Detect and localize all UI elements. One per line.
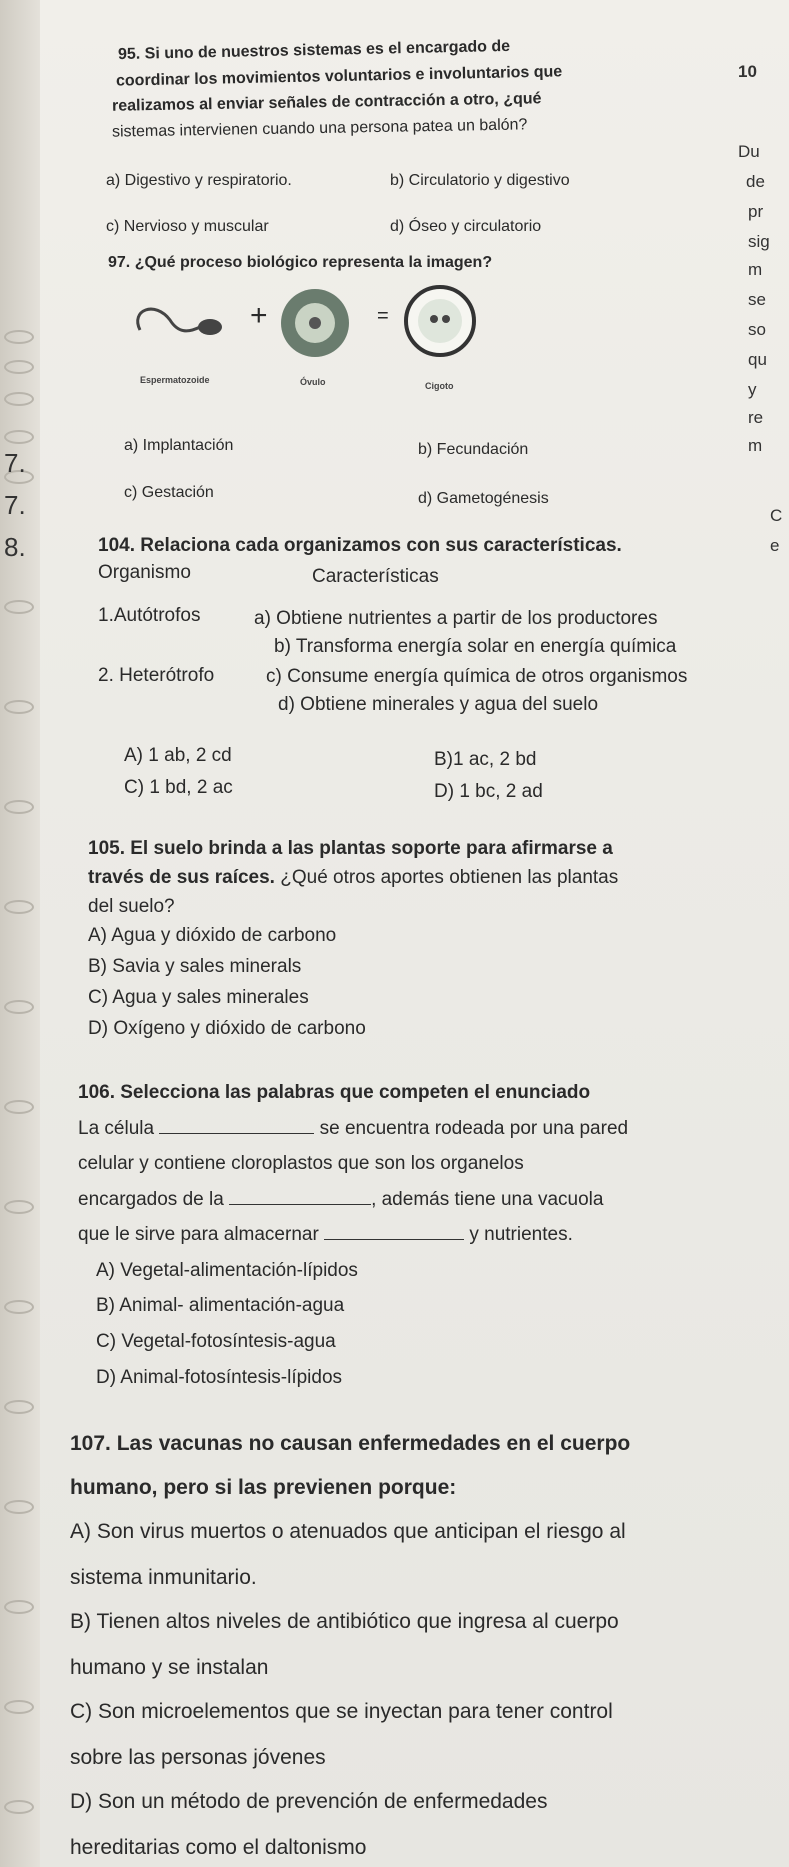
q95-line1: 95. Si uno de nuestros sistemas es el encargado de — [117, 37, 511, 64]
q97-option-a: a) Implantación — [124, 437, 234, 454]
q95-option-c: c) Nervioso y muscular — [106, 218, 269, 235]
figure-label-zygote: Cigoto — [425, 381, 454, 391]
q105-option-a: A) Agua y dióxido de carbono — [88, 925, 337, 946]
q105-line2-bold: través de sus raíces. — [88, 867, 275, 888]
spiral-ring — [4, 430, 34, 444]
q107-line2: humano, pero si las previenen porque: — [70, 1476, 457, 1499]
q106-s3a: encargados de la — [78, 1189, 224, 1210]
q106-blank-1 — [159, 1132, 314, 1134]
q95-line2: coordinar los movimientos voluntarios e involuntarios que — [115, 63, 563, 90]
q106-s1b: se encuentra rodeada por una pared — [319, 1118, 629, 1139]
q106-s4b: y nutrientes. — [469, 1224, 573, 1245]
spiral-ring — [4, 1400, 34, 1414]
right-column-fragment: m — [748, 436, 763, 455]
q105-line2-rest: ¿Qué otros aportes obtienen las plantas — [274, 867, 619, 888]
fertilization-figure — [100, 275, 530, 395]
q104-feature-b: b) Transforma energía solar en energía química — [274, 636, 677, 657]
q104-option-d: D) 1 bc, 2 ad — [434, 781, 543, 802]
right-column-fragment: sig — [748, 232, 770, 251]
right-column-fragment: se — [748, 290, 766, 309]
spiral-ring — [4, 1000, 34, 1014]
figure-label-sperm: Espermatozoide — [140, 375, 210, 385]
q97-option-b: b) Fecundación — [418, 441, 529, 458]
figure-equals-sign: = — [377, 305, 389, 327]
q97-option-d: d) Gametogénesis — [418, 490, 549, 507]
q95-option-a: a) Digestivo y respiratorio. — [106, 172, 292, 189]
spiral-ring — [4, 1700, 34, 1714]
q104-feature-c: c) Consume energía química de otros organismos — [266, 666, 688, 687]
zygote-nucleus — [442, 315, 450, 323]
q104-question: 104. Relaciona cada organizamos con sus características. — [98, 535, 622, 556]
spiral-ring — [4, 1500, 34, 1514]
spiral-ring — [4, 1200, 34, 1214]
margin-mark: 7. — [4, 490, 26, 520]
sperm-head — [198, 319, 222, 335]
spiral-ring — [4, 1600, 34, 1614]
q97-question: 97. ¿Qué proceso biológico representa la imagen? — [108, 254, 493, 271]
q106-option-b: B) Animal- alimentación-agua — [96, 1295, 345, 1316]
q104-option-c: C) 1 bd, 2 ac — [124, 777, 233, 798]
right-column-fragment: y — [748, 380, 757, 399]
margin-mark: 8. — [4, 532, 26, 562]
right-column-fragment: re — [748, 408, 764, 427]
q106-blank-3 — [324, 1238, 464, 1240]
q107-option-a-line1: A) Son virus muertos o atenuados que anticipan el riesgo al — [70, 1520, 626, 1543]
q106-s4a: que le sirve para almacernar — [78, 1224, 319, 1245]
q106-s3b: , además tiene una vacuola — [371, 1189, 604, 1210]
q104-option-b: B)1 ac, 2 bd — [434, 749, 537, 770]
spiral-ring — [4, 800, 34, 814]
q106-blank-2 — [229, 1203, 371, 1205]
q105-line2 — [88, 867, 618, 889]
q107-option-d-line2: hereditarias como el daltonismo — [70, 1836, 367, 1859]
q107-option-c-line1: C) Son microelementos que se inyectan para tener control — [70, 1700, 613, 1723]
q105-option-b: B) Savia y sales minerals — [88, 956, 302, 977]
q106-option-d: D) Animal-fotosíntesis-lípidos — [96, 1367, 343, 1388]
q95-option-b: b) Circulatorio y digestivo — [390, 172, 570, 189]
q107-option-b-line1: B) Tienen altos niveles de antibiótico que ingresa al cuerpo — [70, 1610, 619, 1633]
right-column-fragment: e — [770, 536, 780, 555]
zygote-inner — [418, 299, 462, 343]
q104-option-a: A) 1 ab, 2 cd — [124, 745, 232, 766]
sperm-tail — [138, 309, 200, 331]
q107-option-c-line2: sobre las personas jóvenes — [70, 1746, 326, 1769]
q105-line3: del suelo? — [88, 896, 175, 917]
spiral-ring — [4, 1300, 34, 1314]
q104-organism-2: 2. Heterótrofo — [98, 665, 215, 686]
q107-option-d-line1: D) Son un método de prevención de enfermedades — [70, 1790, 548, 1813]
q95-line3: realizamos al enviar señales de contracción a otro, ¿qué — [111, 90, 542, 115]
spiral-ring — [4, 700, 34, 714]
figure-plus-sign: + — [250, 299, 268, 332]
q106-question: 106. Selecciona las palabras que competen el enunciado — [78, 1082, 591, 1103]
spiral-ring — [4, 600, 34, 614]
q106-option-a: A) Vegetal-alimentación-lípidos — [96, 1260, 358, 1281]
q95-line4: sistemas intervienen cuando una persona patea un balón? — [111, 116, 528, 141]
ovule-nucleus — [309, 317, 321, 329]
q95-option-d: d) Óseo y circulatorio — [390, 218, 542, 235]
q105-option-d: D) Oxígeno y dióxido de carbono — [88, 1018, 366, 1039]
notebook-left-strip — [0, 0, 40, 1867]
q107-option-a-line2: sistema inmunitario. — [70, 1566, 257, 1589]
q106-sentence-1 — [78, 1118, 628, 1140]
spiral-ring — [4, 1800, 34, 1814]
q104-column-features: Características — [312, 566, 439, 587]
spiral-ring — [4, 392, 34, 406]
q104-column-organism: Organismo — [98, 562, 191, 583]
q106-sentence-3 — [78, 1189, 603, 1211]
q97-option-c: c) Gestación — [124, 484, 214, 501]
q104-feature-d: d) Obtiene minerales y agua del suelo — [278, 694, 599, 715]
q104-feature-a: a) Obtiene nutrientes a partir de los productores — [254, 608, 658, 629]
q106-option-c: C) Vegetal-fotosíntesis-agua — [96, 1331, 336, 1352]
q107-line1: 107. Las vacunas no causan enfermedades en el cuerpo — [70, 1432, 631, 1455]
right-column-fragment: C — [770, 506, 783, 525]
zygote-nucleus — [430, 315, 438, 323]
right-column-fragment: Du — [738, 142, 760, 161]
right-column-fragment: 10 — [738, 62, 757, 81]
right-column-fragment: m — [748, 260, 763, 279]
q107-option-b-line2: humano y se instalan — [70, 1656, 269, 1679]
spiral-ring — [4, 900, 34, 914]
q105-option-c: C) Agua y sales minerales — [88, 987, 309, 1008]
right-column-fragment: de — [746, 172, 765, 191]
margin-mark: 7. — [4, 448, 26, 478]
q105-line1: 105. El suelo brinda a las plantas soporte para afirmarse a — [88, 838, 613, 859]
spiral-ring — [4, 1100, 34, 1114]
right-column-fragment: pr — [748, 202, 764, 221]
right-column-fragment: so — [748, 320, 766, 339]
q106-s1a: La célula — [78, 1118, 155, 1139]
adjacent-page-column — [738, 0, 789, 1867]
spiral-ring — [4, 360, 34, 374]
figure-label-ovule: Óvulo — [300, 377, 326, 387]
right-column-fragment: qu — [748, 350, 767, 369]
spiral-ring — [4, 330, 34, 344]
q106-sentence-4 — [78, 1224, 573, 1246]
q106-sentence-2: celular y contiene cloroplastos que son los organelos — [78, 1153, 524, 1174]
q104-organism-1: 1.Autótrofos — [98, 605, 201, 626]
